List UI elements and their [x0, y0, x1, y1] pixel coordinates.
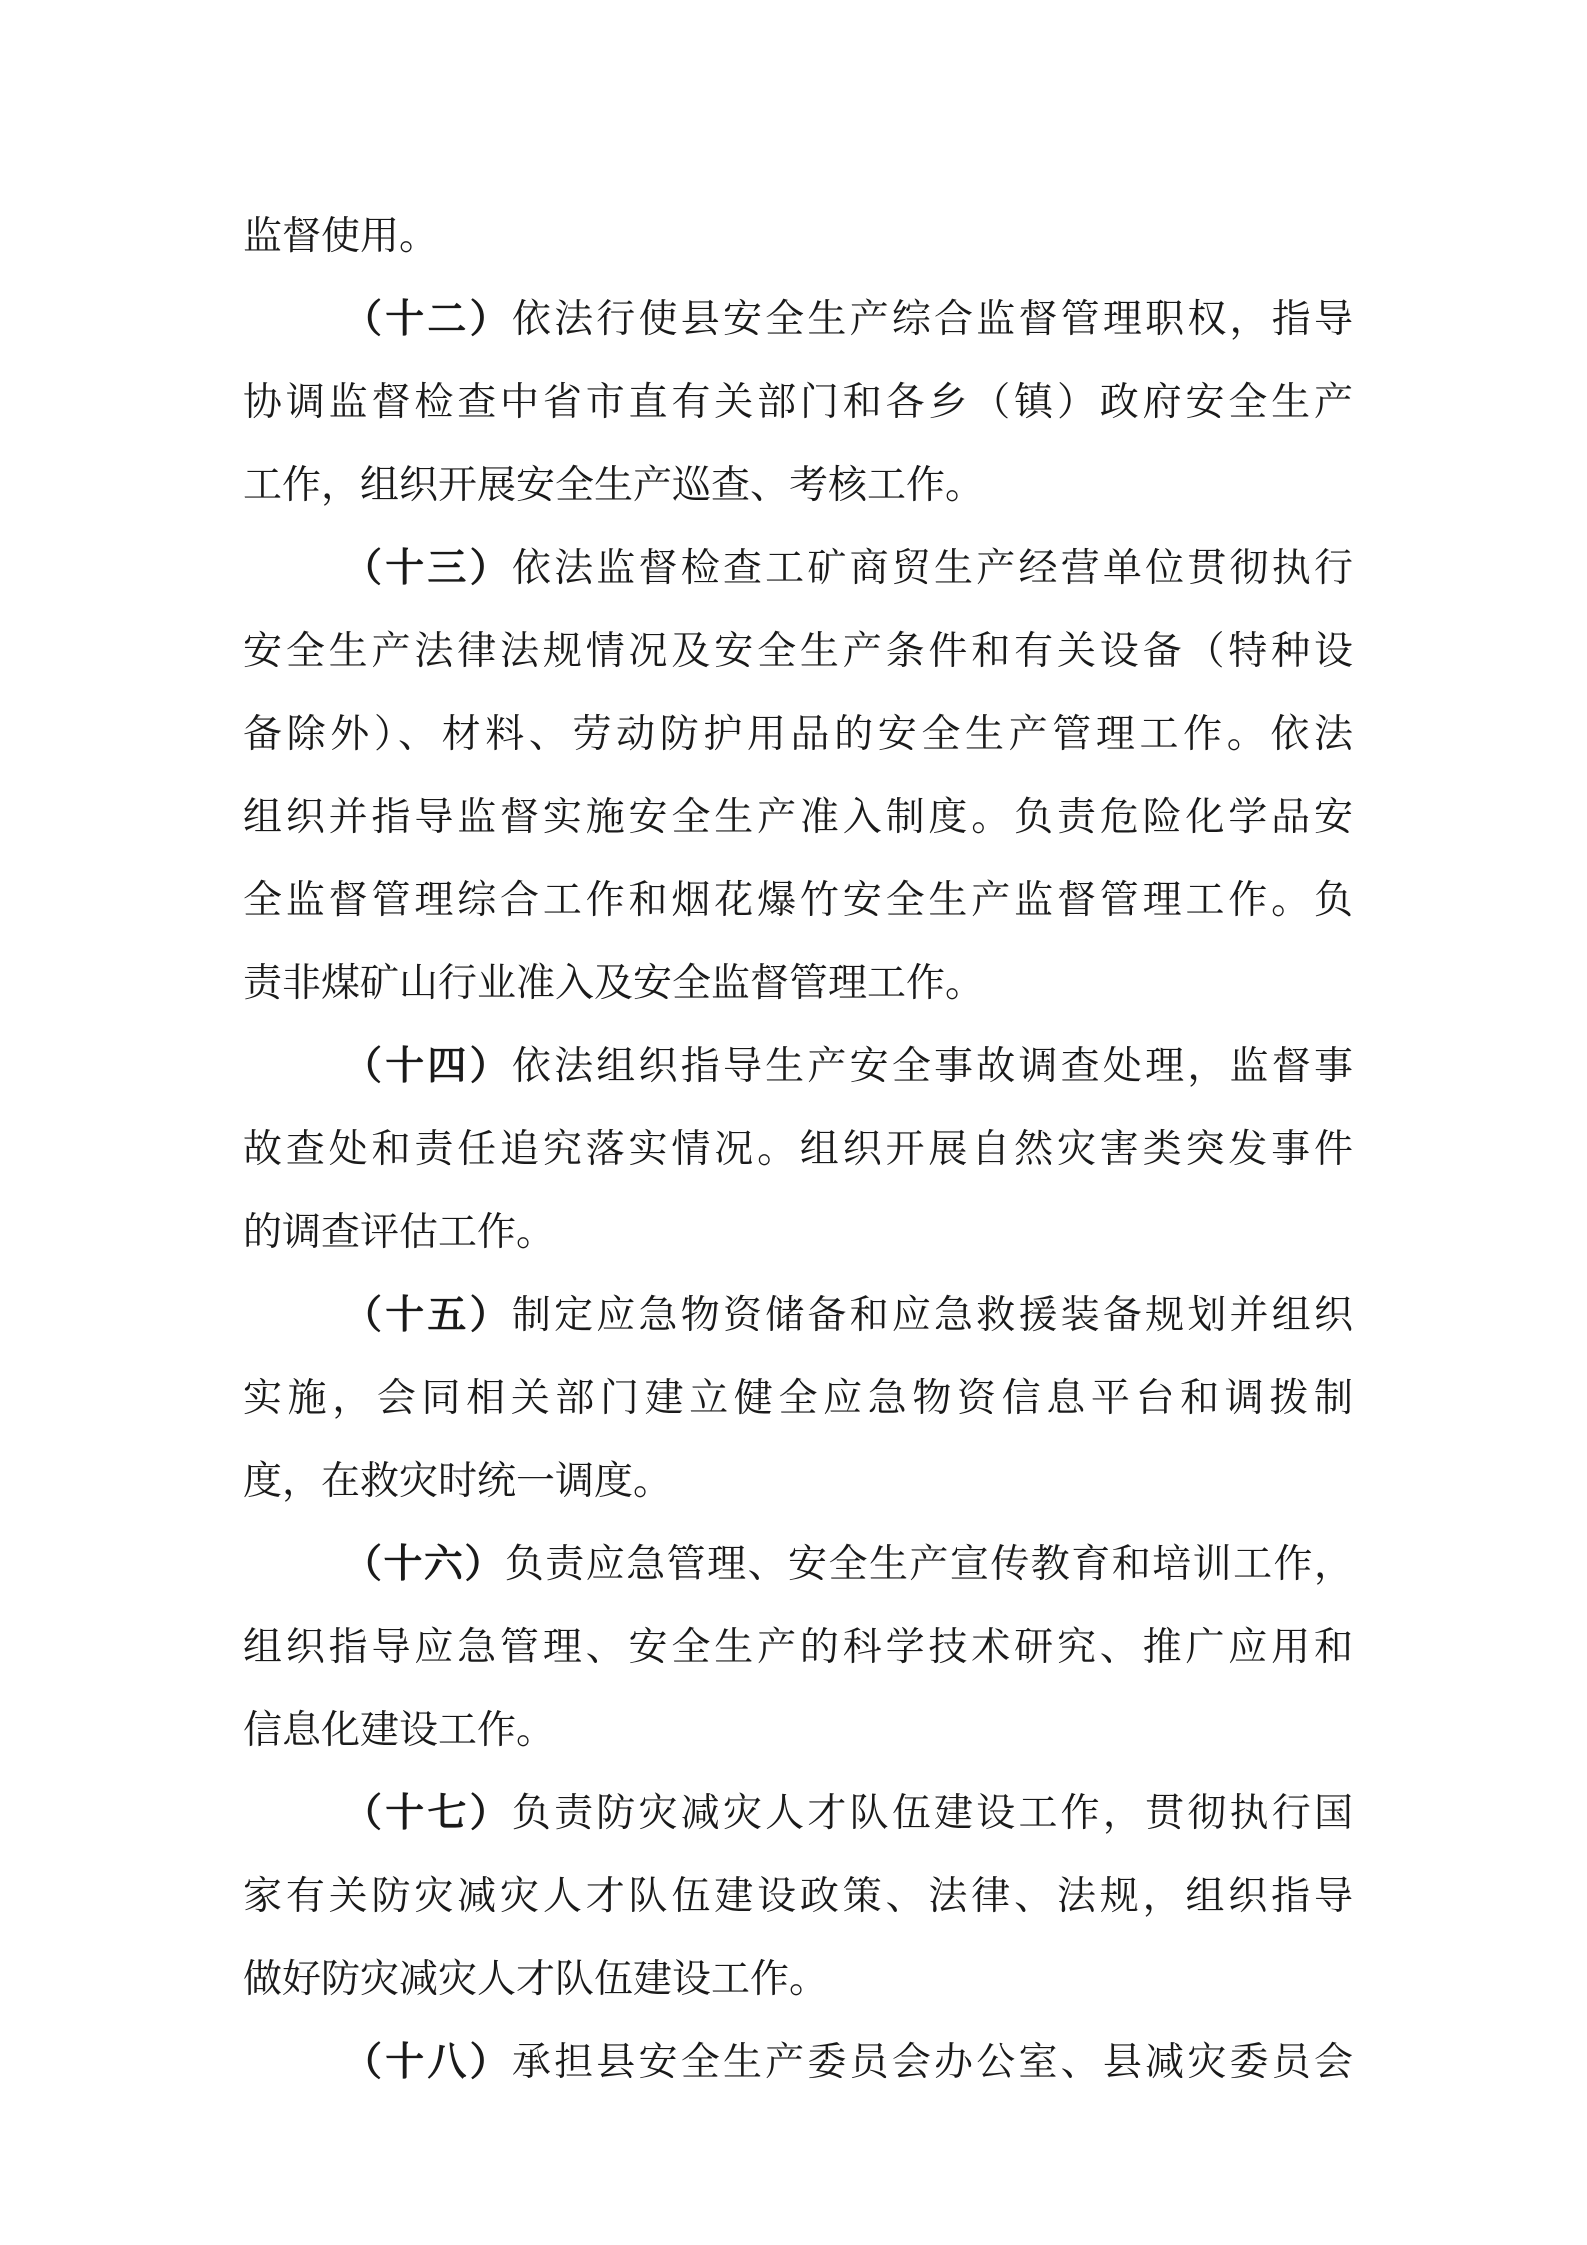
line-text: 协调监督检查中省市直有关部门和各乡（镇）政府安全生产	[243, 380, 1353, 425]
line-text: 度，在救灾时统一调度。	[243, 1459, 673, 1504]
line-text: 责非煤矿山行业准入及安全监督管理工作。	[243, 961, 985, 1006]
line-text: 备除外）、材料、劳动防护用品的安全生产管理工作。依法	[243, 712, 1353, 757]
paragraph-line	[243, 1867, 1353, 1927]
line-text: 依法组织指导生产安全事故调查处理，监督事	[511, 1044, 1353, 1089]
paragraph-line	[243, 1618, 1353, 1678]
line-text: 制定应急物资储备和应急救援装备规划并组织	[511, 1293, 1353, 1338]
paragraph-number: （十七）	[343, 1791, 512, 1836]
line-text: 信息化建设工作。	[243, 1708, 556, 1753]
line-text: 做好防灾减灾人才队伍建设工作。	[243, 1957, 829, 2002]
paragraph-first-line	[343, 539, 1353, 599]
paragraph-number: （十四）	[343, 1044, 512, 1089]
line-text: 负责应急管理、安全生产宣传教育和培训工作，	[504, 1542, 1353, 1587]
paragraph-line	[243, 788, 1353, 848]
paragraph-first-line	[343, 1286, 1353, 1346]
paragraph-line	[243, 622, 1353, 682]
paragraph-number: （十二）	[343, 297, 512, 342]
paragraph-line	[243, 207, 1353, 267]
line-text: 实施，会同相关部门建立健全应急物资信息平台和调拨制	[243, 1376, 1353, 1421]
paragraph-number: （十五）	[343, 1293, 512, 1338]
paragraph-first-line	[343, 290, 1353, 350]
paragraph-line	[243, 1950, 1353, 2010]
paragraph-line	[243, 1120, 1353, 1180]
paragraph-line	[243, 1452, 1353, 1512]
paragraph-first-line	[343, 1535, 1353, 1595]
line-text: 安全生产法律法规情况及安全生产条件和有关设备（特种设	[243, 629, 1353, 674]
paragraph-first-line	[343, 1037, 1353, 1097]
paragraph-line	[243, 705, 1353, 765]
paragraph-line	[243, 1701, 1353, 1761]
line-text: 监督使用。	[243, 214, 439, 259]
paragraph-number: （十八）	[343, 2040, 512, 2085]
line-text: 组织并指导监督实施安全生产准入制度。负责危险化学品安	[243, 795, 1353, 840]
paragraph-number: （十六）	[343, 1542, 505, 1587]
paragraph-line	[243, 1203, 1353, 1263]
line-text: 依法监督检查工矿商贸生产经营单位贯彻执行	[511, 546, 1353, 591]
paragraph-line	[243, 373, 1353, 433]
line-text: 家有关防灾减灾人才队伍建设政策、法律、法规，组织指导	[243, 1874, 1353, 1919]
paragraph-first-line	[343, 2033, 1353, 2093]
paragraph-line	[243, 954, 1353, 1014]
line-text: 组织指导应急管理、安全生产的科学技术研究、推广应用和	[243, 1625, 1353, 1670]
line-text: 承担县安全生产委员会办公室、县减灾委员会	[511, 2040, 1353, 2085]
paragraph-line	[243, 456, 1353, 516]
paragraph-line	[243, 871, 1353, 931]
paragraph-first-line	[343, 1784, 1353, 1844]
paragraph-line	[243, 1369, 1353, 1429]
line-text: 的调查评估工作。	[243, 1210, 556, 1255]
line-text: 全监督管理综合工作和烟花爆竹安全生产监督管理工作。负	[243, 878, 1353, 923]
line-text: 工作，组织开展安全生产巡查、考核工作。	[243, 463, 985, 508]
paragraph-number: （十三）	[343, 546, 512, 591]
line-text: 故查处和责任追究落实情况。组织开展自然灾害类突发事件	[243, 1127, 1353, 1172]
line-text: 依法行使县安全生产综合监督管理职权，指导	[511, 297, 1353, 342]
line-text: 负责防灾减灾人才队伍建设工作，贯彻执行国	[511, 1791, 1353, 1836]
